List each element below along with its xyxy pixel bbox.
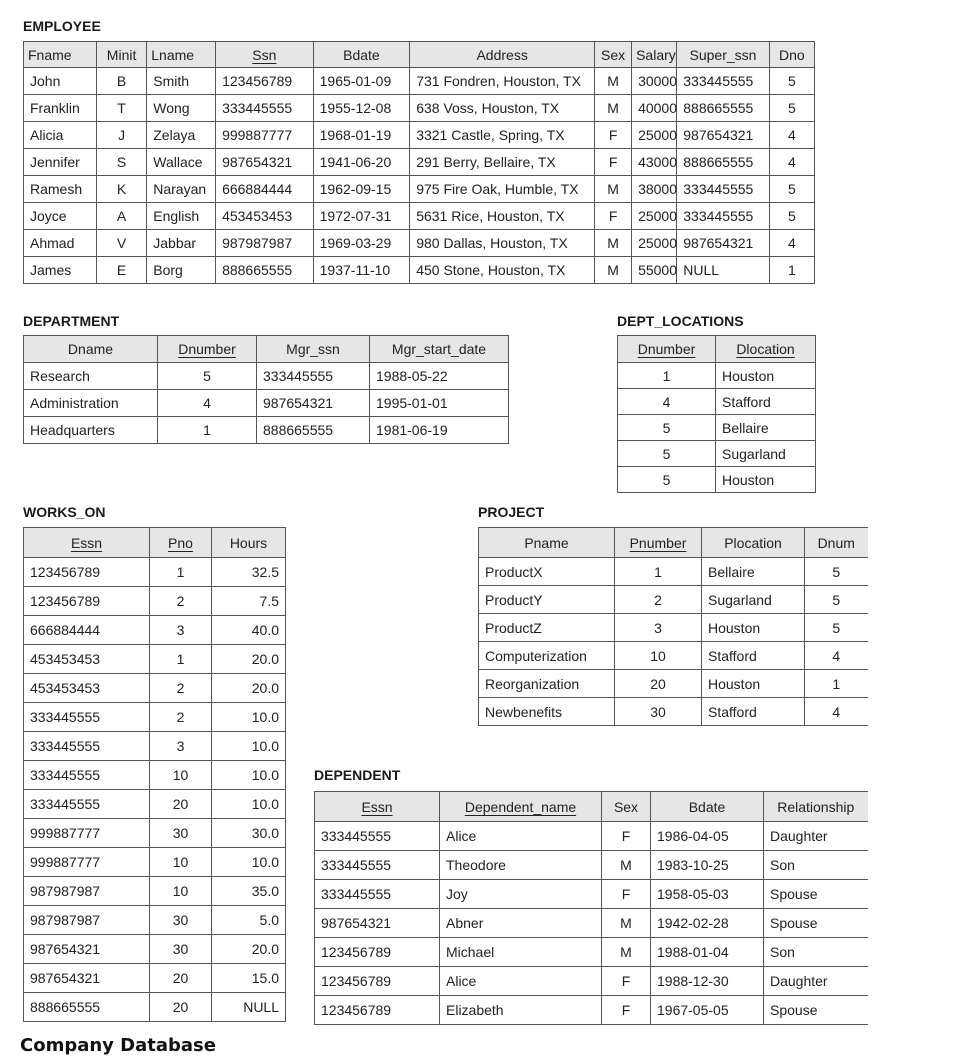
table-cell: Wallace — [147, 149, 216, 176]
table-cell: 450 Stone, Houston, TX — [410, 257, 595, 284]
table-cell: Houston — [702, 670, 805, 698]
table-cell: 2 — [150, 703, 212, 732]
dependent-title: DEPENDENT — [314, 767, 401, 783]
table-cell: 291 Berry, Bellaire, TX — [410, 149, 595, 176]
employee-col-lname: Lname — [147, 42, 216, 68]
table-cell: Stafford — [702, 698, 805, 726]
table-cell: 1986-04-05 — [651, 822, 764, 851]
table-cell: 1 — [769, 257, 814, 284]
table-cell: 20 — [150, 993, 212, 1022]
table-row — [24, 230, 815, 257]
table-cell: Wong — [147, 95, 216, 122]
table-row — [24, 176, 815, 203]
table-cell: 333445555 — [24, 732, 150, 761]
department-col-mgr-ssn: Mgr_ssn — [257, 336, 370, 363]
table-row — [24, 993, 286, 1022]
table-cell: Son — [764, 851, 868, 880]
table-row — [24, 819, 286, 848]
table-cell: 1965-01-09 — [313, 68, 410, 95]
table-row — [618, 441, 816, 467]
project-col-plocation: Plocation — [702, 528, 805, 558]
table-cell: 333445555 — [677, 203, 769, 230]
table-cell: 55000 — [632, 257, 677, 284]
table-row — [479, 586, 868, 614]
table-cell: 666884444 — [24, 616, 150, 645]
table-cell: M — [595, 230, 632, 257]
table-cell: 5 — [618, 415, 716, 441]
table-cell: 2 — [150, 587, 212, 616]
table-cell: 123456789 — [24, 558, 150, 587]
table-row — [24, 587, 286, 616]
table-cell: 987987987 — [24, 877, 150, 906]
table-cell: Daughter — [764, 822, 868, 851]
table-cell: 1 — [618, 363, 716, 389]
dependent-table — [314, 791, 868, 1025]
table-cell: 975 Fire Oak, Humble, TX — [410, 176, 595, 203]
table-cell: F — [595, 149, 632, 176]
table-cell: Narayan — [147, 176, 216, 203]
table-row — [24, 761, 286, 790]
table-cell: 333445555 — [24, 761, 150, 790]
employee-table — [23, 41, 815, 284]
table-row — [479, 670, 868, 698]
table-cell: 1 — [158, 417, 257, 444]
table-cell: 987654321 — [257, 390, 370, 417]
employee-col-sex: Sex — [595, 42, 632, 68]
table-cell: Newbenefits — [479, 698, 615, 726]
table-cell: B — [96, 68, 146, 95]
table-cell: Jabbar — [147, 230, 216, 257]
table-cell: 30 — [150, 819, 212, 848]
table-cell: 10.0 — [212, 732, 286, 761]
table-row — [24, 964, 286, 993]
table-cell: Smith — [147, 68, 216, 95]
table-row — [24, 848, 286, 877]
table-cell: 20 — [150, 964, 212, 993]
table-cell: 987654321 — [24, 964, 150, 993]
table-row — [315, 851, 868, 880]
table-cell: 987654321 — [216, 149, 314, 176]
table-cell: M — [595, 68, 632, 95]
table-cell: Spouse — [764, 880, 868, 909]
table-cell: 10 — [150, 761, 212, 790]
table-cell: Bellaire — [702, 558, 805, 586]
table-row — [618, 389, 816, 415]
table-cell: 20.0 — [212, 645, 286, 674]
table-cell: Elizabeth — [440, 996, 602, 1025]
table-cell: Alice — [440, 967, 602, 996]
table-row — [24, 616, 286, 645]
table-cell: Jennifer — [24, 149, 97, 176]
table-cell: 7.5 — [212, 587, 286, 616]
table-cell: T — [96, 95, 146, 122]
table-cell: Franklin — [24, 95, 97, 122]
table-cell: ProductZ — [479, 614, 615, 642]
table-row — [24, 703, 286, 732]
table-cell: 20 — [615, 670, 702, 698]
table-row — [24, 390, 509, 417]
table-cell: 32.5 — [212, 558, 286, 587]
table-cell: 4 — [805, 698, 868, 726]
dependent-col-dependent-name: Dependent_name — [440, 792, 602, 822]
table-cell: 333445555 — [677, 176, 769, 203]
project-col-pnumber: Pnumber — [615, 528, 702, 558]
table-cell: Houston — [702, 614, 805, 642]
table-cell: 453453453 — [216, 203, 314, 230]
table-cell: F — [602, 880, 651, 909]
table-row — [24, 68, 815, 95]
table-cell: ProductY — [479, 586, 615, 614]
table-cell: NULL — [212, 993, 286, 1022]
table-cell: 1962-09-15 — [313, 176, 410, 203]
table-cell: 10.0 — [212, 703, 286, 732]
table-cell: 5 — [769, 68, 814, 95]
table-cell: 1988-05-22 — [370, 363, 509, 390]
table-cell: 1 — [615, 558, 702, 586]
table-cell: 10 — [615, 642, 702, 670]
table-cell: 333445555 — [677, 68, 769, 95]
table-cell: Headquarters — [24, 417, 158, 444]
table-cell: 333445555 — [24, 790, 150, 819]
table-cell: 25000 — [632, 203, 677, 230]
employee-col-super-ssn: Super_ssn — [677, 42, 769, 68]
table-cell: 1941-06-20 — [313, 149, 410, 176]
table-cell: Abner — [440, 909, 602, 938]
table-cell: 20.0 — [212, 674, 286, 703]
table-cell: 1988-01-04 — [651, 938, 764, 967]
table-cell: 333445555 — [315, 880, 440, 909]
table-cell: M — [595, 176, 632, 203]
table-cell: 333445555 — [315, 822, 440, 851]
table-cell: 4 — [158, 390, 257, 417]
table-cell: 25000 — [632, 122, 677, 149]
table-row — [24, 95, 815, 122]
works-on-col-hours: Hours — [212, 528, 286, 558]
table-cell: 1937-11-10 — [313, 257, 410, 284]
table-cell: 1955-12-08 — [313, 95, 410, 122]
table-cell: 10 — [150, 877, 212, 906]
department-title: DEPARTMENT — [23, 313, 120, 329]
table-cell: 5 — [805, 614, 868, 642]
table-cell: 1 — [805, 670, 868, 698]
table-cell: 123456789 — [315, 938, 440, 967]
table-cell: Research — [24, 363, 158, 390]
table-cell: Houston — [716, 363, 816, 389]
project-col-dnum: Dnum — [805, 528, 868, 558]
table-cell: 888665555 — [216, 257, 314, 284]
table-cell: 1 — [150, 645, 212, 674]
table-cell: 10.0 — [212, 848, 286, 877]
table-cell: 999887777 — [24, 819, 150, 848]
table-cell: NULL — [677, 257, 769, 284]
table-row — [315, 938, 868, 967]
table-cell: V — [96, 230, 146, 257]
table-cell: Stafford — [716, 389, 816, 415]
table-cell: James — [24, 257, 97, 284]
table-row — [479, 558, 868, 586]
table-cell: 1995-01-01 — [370, 390, 509, 417]
table-cell: 123456789 — [315, 996, 440, 1025]
table-cell: M — [602, 909, 651, 938]
dept-locations-col-dlocation: Dlocation — [716, 336, 816, 363]
table-cell: 1981-06-19 — [370, 417, 509, 444]
table-cell: 5 — [769, 95, 814, 122]
table-row — [315, 967, 868, 996]
table-cell: 987987987 — [216, 230, 314, 257]
department-col-mgr-start-date: Mgr_start_date — [370, 336, 509, 363]
department-col-dname: Dname — [24, 336, 158, 363]
table-cell: 888665555 — [677, 95, 769, 122]
table-cell: 43000 — [632, 149, 677, 176]
table-cell: 987654321 — [677, 230, 769, 257]
table-row — [24, 645, 286, 674]
dependent-col-relationship: Relationship — [764, 792, 868, 822]
table-cell: F — [602, 967, 651, 996]
department-col-dnumber: Dnumber — [158, 336, 257, 363]
table-cell: 731 Fondren, Houston, TX — [410, 68, 595, 95]
table-cell: Stafford — [702, 642, 805, 670]
table-cell: 3321 Castle, Spring, TX — [410, 122, 595, 149]
works-on-col-essn: Essn — [24, 528, 150, 558]
table-cell: 453453453 — [24, 645, 150, 674]
table-cell: 3 — [150, 732, 212, 761]
table-cell: 5631 Rice, Houston, TX — [410, 203, 595, 230]
table-cell: 638 Voss, Houston, TX — [410, 95, 595, 122]
dependent-col-bdate: Bdate — [651, 792, 764, 822]
table-cell: 333445555 — [216, 95, 314, 122]
works-on-title: WORKS_ON — [23, 504, 106, 520]
table-row — [618, 363, 816, 389]
table-row — [479, 642, 868, 670]
table-cell: 123456789 — [24, 587, 150, 616]
table-cell: 30 — [150, 906, 212, 935]
table-cell: M — [602, 851, 651, 880]
table-cell: Houston — [716, 467, 816, 493]
table-cell: 123456789 — [315, 967, 440, 996]
employee-col-ssn: Ssn — [216, 42, 314, 68]
dept-locations-title: DEPT_LOCATIONS — [617, 313, 744, 329]
table-cell: E — [96, 257, 146, 284]
employee-col-fname: Fname — [24, 42, 97, 68]
table-cell: 20.0 — [212, 935, 286, 964]
table-cell: 1 — [150, 558, 212, 587]
table-cell: 333445555 — [257, 363, 370, 390]
employee-col-salary: Salary — [632, 42, 677, 68]
table-cell: Theodore — [440, 851, 602, 880]
table-cell: M — [595, 95, 632, 122]
table-cell: Ahmad — [24, 230, 97, 257]
employee-col-minit: Minit — [96, 42, 146, 68]
table-cell: 35.0 — [212, 877, 286, 906]
table-cell: 30 — [615, 698, 702, 726]
table-cell: 999887777 — [24, 848, 150, 877]
table-cell: Ramesh — [24, 176, 97, 203]
table-cell: 4 — [769, 122, 814, 149]
table-cell: 453453453 — [24, 674, 150, 703]
project-title: PROJECT — [478, 504, 545, 520]
table-cell: 3 — [615, 614, 702, 642]
works-on-col-pno: Pno — [150, 528, 212, 558]
table-cell: John — [24, 68, 97, 95]
table-row — [24, 790, 286, 819]
employee-col-dno: Dno — [769, 42, 814, 68]
table-cell: 1988-12-30 — [651, 967, 764, 996]
table-row — [24, 674, 286, 703]
table-cell: ProductX — [479, 558, 615, 586]
table-cell: Administration — [24, 390, 158, 417]
table-cell: Reorganization — [479, 670, 615, 698]
table-cell: 10 — [150, 848, 212, 877]
table-cell: 2 — [150, 674, 212, 703]
table-cell: 888665555 — [257, 417, 370, 444]
table-cell: F — [602, 996, 651, 1025]
table-row — [315, 909, 868, 938]
table-cell: 987987987 — [24, 906, 150, 935]
table-cell: 1983-10-25 — [651, 851, 764, 880]
table-cell: Alice — [440, 822, 602, 851]
employee-col-bdate: Bdate — [313, 42, 410, 68]
table-cell: 987654321 — [315, 909, 440, 938]
table-cell: 666884444 — [216, 176, 314, 203]
table-cell: 5.0 — [212, 906, 286, 935]
table-cell: S — [96, 149, 146, 176]
table-cell: 123456789 — [216, 68, 314, 95]
table-row — [24, 877, 286, 906]
table-cell: 4 — [618, 389, 716, 415]
table-cell: 1969-03-29 — [313, 230, 410, 257]
table-row — [315, 822, 868, 851]
table-cell: 5 — [805, 586, 868, 614]
table-row — [24, 203, 815, 230]
table-cell: 5 — [769, 176, 814, 203]
dept-locations-col-dnumber: Dnumber — [618, 336, 716, 363]
table-cell: Spouse — [764, 909, 868, 938]
table-cell: 4 — [769, 230, 814, 257]
table-cell: 5 — [769, 203, 814, 230]
table-cell: 987654321 — [677, 122, 769, 149]
dependent-col-essn: Essn — [315, 792, 440, 822]
employee-title: EMPLOYEE — [23, 18, 101, 34]
table-cell: 20 — [150, 790, 212, 819]
table-cell: 5 — [618, 441, 716, 467]
table-cell: Borg — [147, 257, 216, 284]
table-cell: 30 — [150, 935, 212, 964]
table-row — [24, 906, 286, 935]
table-cell: 987654321 — [24, 935, 150, 964]
table-row — [24, 149, 815, 176]
table-row — [24, 257, 815, 284]
project-table — [478, 527, 868, 726]
table-row — [315, 996, 868, 1025]
table-cell: 4 — [769, 149, 814, 176]
table-cell: 1958-05-03 — [651, 880, 764, 909]
table-cell: 1967-05-05 — [651, 996, 764, 1025]
table-cell: Computerization — [479, 642, 615, 670]
dept-locations-table — [617, 335, 816, 493]
table-cell: Daughter — [764, 967, 868, 996]
table-cell: 40000 — [632, 95, 677, 122]
table-cell: 2 — [615, 586, 702, 614]
works-on-table — [23, 527, 286, 1022]
table-cell: Alicia — [24, 122, 97, 149]
table-cell: 25000 — [632, 230, 677, 257]
table-cell: 888665555 — [24, 993, 150, 1022]
table-cell: English — [147, 203, 216, 230]
employee-col-address: Address — [410, 42, 595, 68]
table-cell: 15.0 — [212, 964, 286, 993]
table-row — [24, 935, 286, 964]
table-cell: A — [96, 203, 146, 230]
table-row — [618, 415, 816, 441]
table-row — [24, 558, 286, 587]
table-cell: F — [595, 122, 632, 149]
table-cell: 333445555 — [315, 851, 440, 880]
figure-caption: Company Database — [20, 1035, 216, 1056]
table-row — [24, 732, 286, 761]
table-row — [479, 698, 868, 726]
table-cell: 888665555 — [677, 149, 769, 176]
table-cell: Son — [764, 938, 868, 967]
table-cell: Sugarland — [702, 586, 805, 614]
project-col-pname: Pname — [479, 528, 615, 558]
table-cell: 1968-01-19 — [313, 122, 410, 149]
table-cell: 333445555 — [24, 703, 150, 732]
table-cell: F — [602, 822, 651, 851]
table-cell: 4 — [805, 642, 868, 670]
table-row — [315, 880, 868, 909]
table-cell: Zelaya — [147, 122, 216, 149]
table-cell: Joyce — [24, 203, 97, 230]
table-row — [479, 614, 868, 642]
table-cell: 980 Dallas, Houston, TX — [410, 230, 595, 257]
table-cell: F — [595, 203, 632, 230]
department-table — [23, 335, 509, 444]
table-cell: 30000 — [632, 68, 677, 95]
dependent-col-sex: Sex — [602, 792, 651, 822]
table-row — [24, 122, 815, 149]
table-cell: Joy — [440, 880, 602, 909]
table-cell: 30.0 — [212, 819, 286, 848]
table-cell: 10.0 — [212, 790, 286, 819]
table-cell: 5 — [158, 363, 257, 390]
table-cell: 5 — [805, 558, 868, 586]
table-row — [618, 467, 816, 493]
table-cell: M — [602, 938, 651, 967]
table-cell: M — [595, 257, 632, 284]
table-cell: 999887777 — [216, 122, 314, 149]
table-cell: 10.0 — [212, 761, 286, 790]
table-cell: Spouse — [764, 996, 868, 1025]
table-cell: 38000 — [632, 176, 677, 203]
table-cell: 40.0 — [212, 616, 286, 645]
table-cell: 1942-02-28 — [651, 909, 764, 938]
table-cell: Michael — [440, 938, 602, 967]
table-cell: Sugarland — [716, 441, 816, 467]
table-row — [24, 417, 509, 444]
table-cell: 1972-07-31 — [313, 203, 410, 230]
table-cell: K — [96, 176, 146, 203]
table-cell: Bellaire — [716, 415, 816, 441]
table-cell: 3 — [150, 616, 212, 645]
table-row — [24, 363, 509, 390]
table-cell: J — [96, 122, 146, 149]
table-cell: 5 — [618, 467, 716, 493]
